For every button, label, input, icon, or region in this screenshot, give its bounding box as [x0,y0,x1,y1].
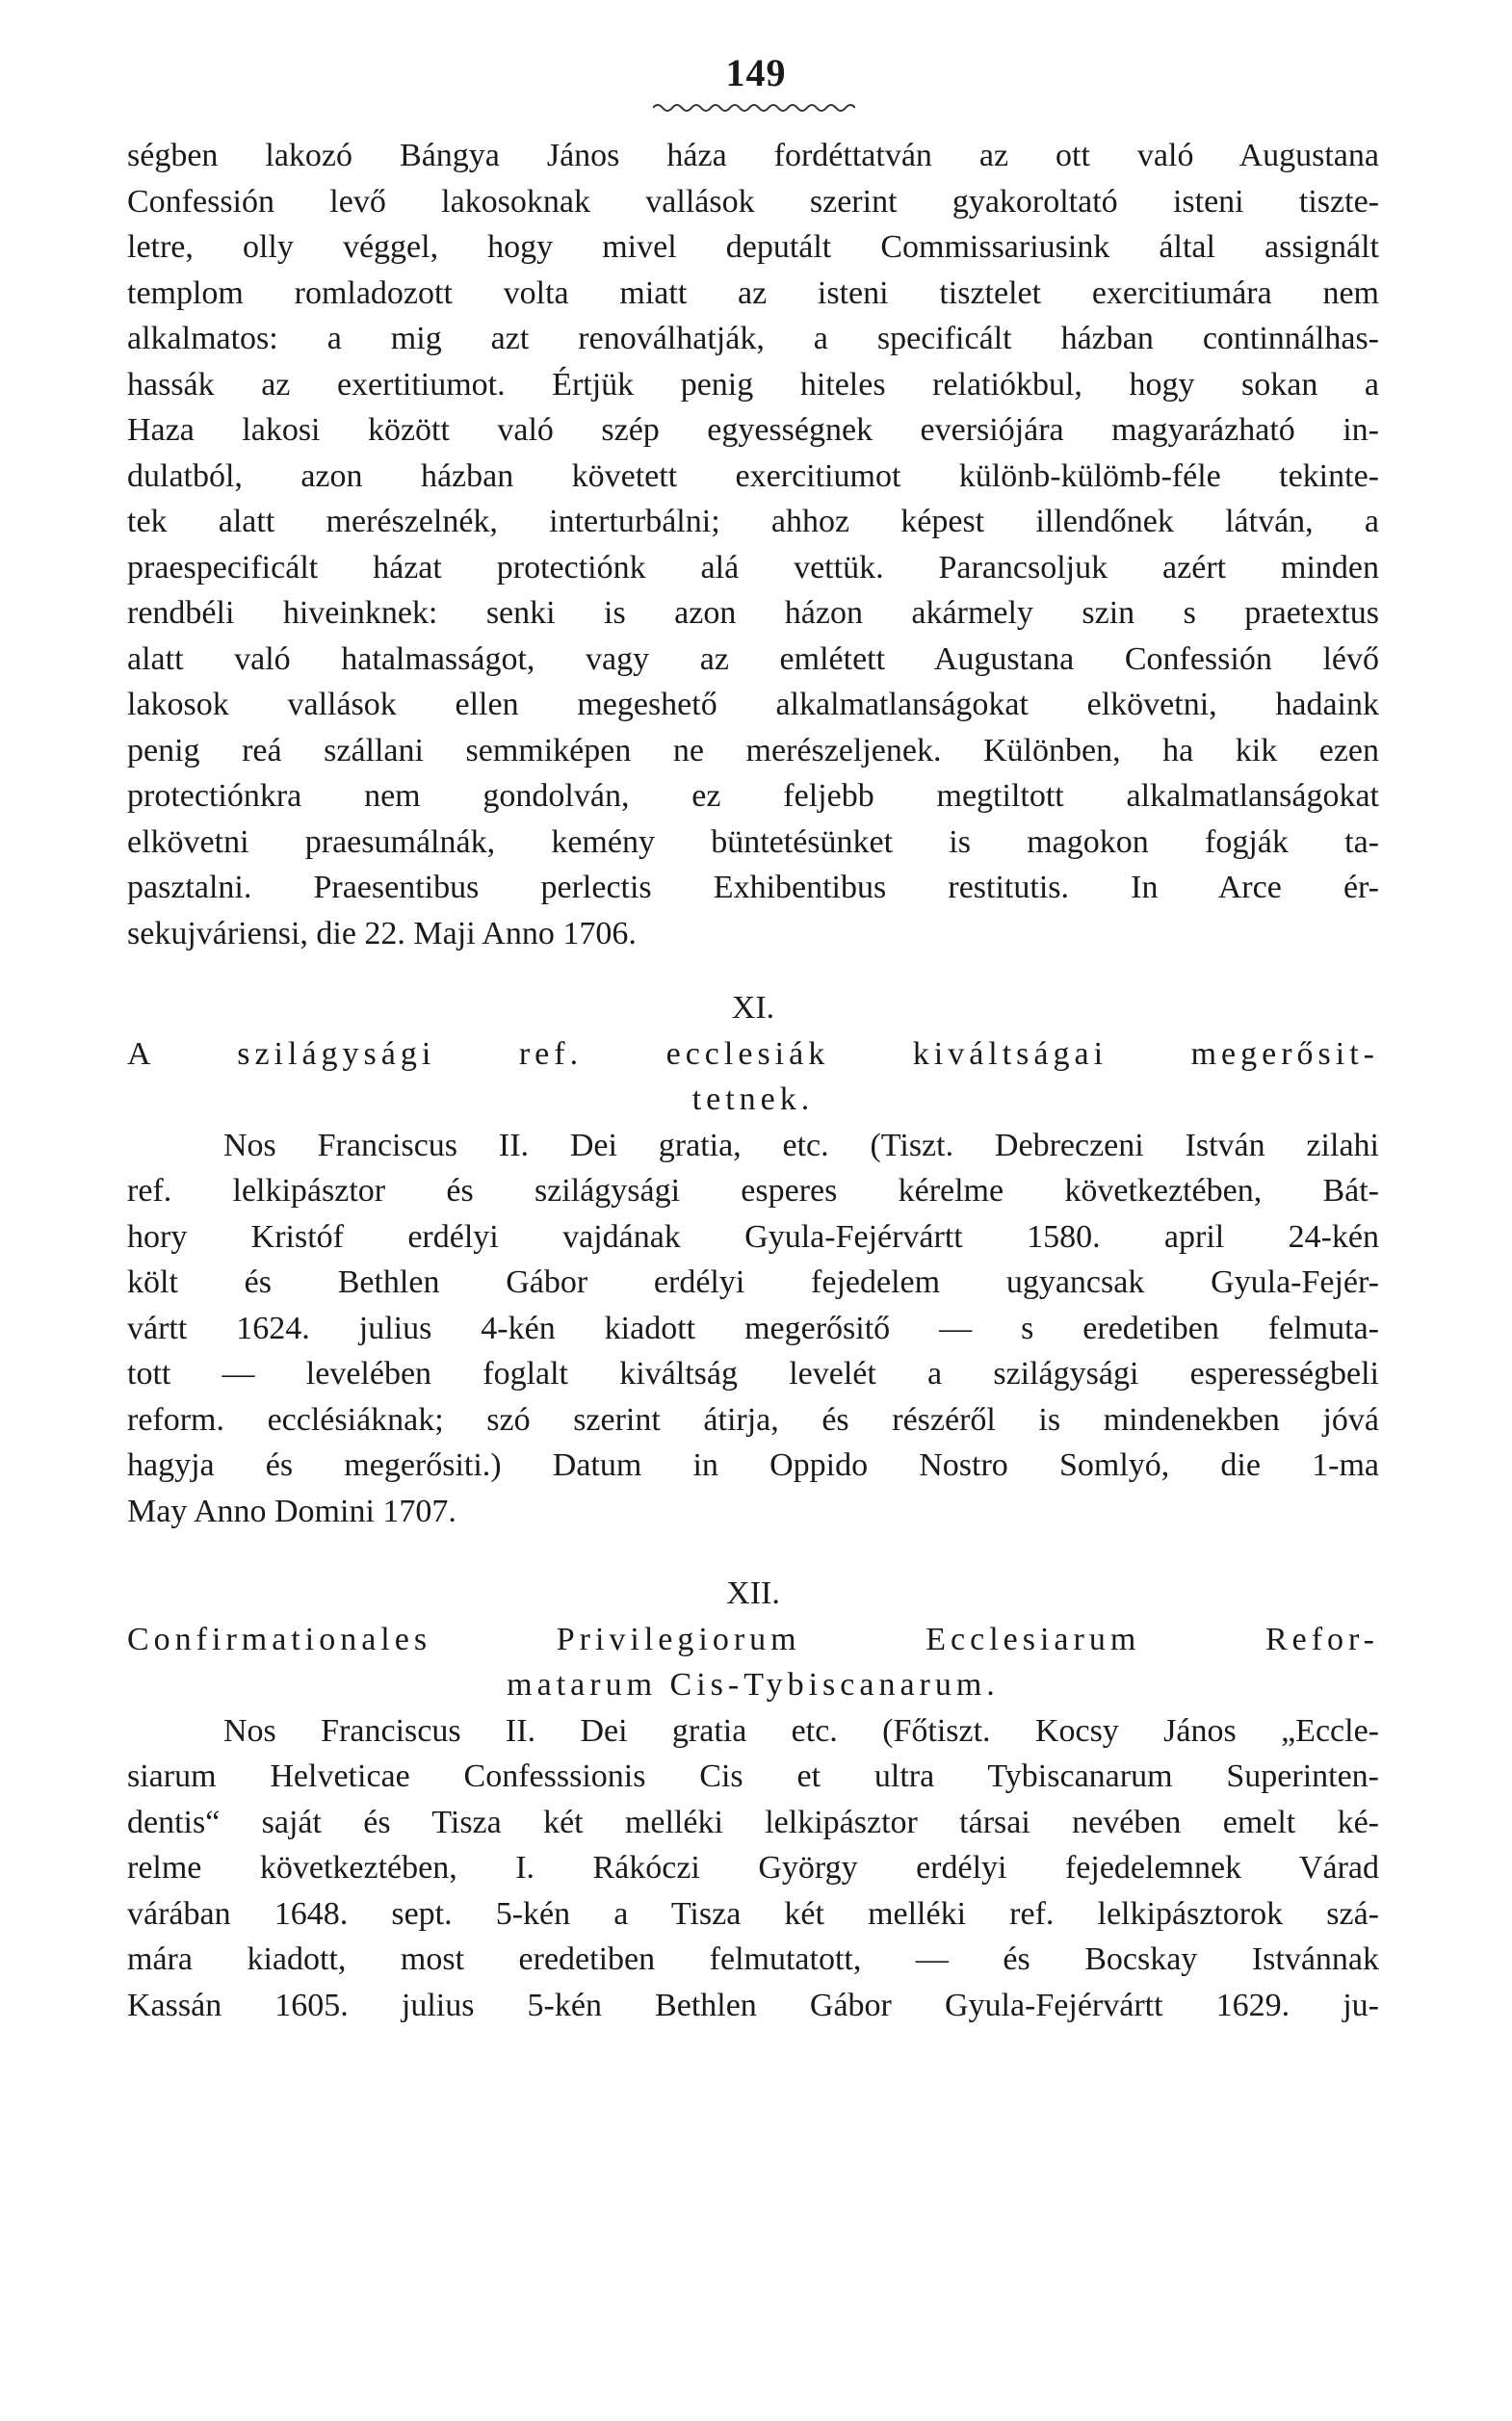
text-line: várában 1648. sept. 5-kén a Tisza két melléki ref. lelkipásztorok szá- [127,1895,1379,1932]
text-line: relme következtében, I. Rákóczi György erdélyi fejedelemnek Várad [127,1850,1379,1886]
section-title: A szilágysági ref. ecclesiák kiváltságai megerősit- [127,1035,1379,1072]
text-line: lakosok vallások ellen megeshető alkalmatlanságokat elkövetni, hadaink [127,687,1379,722]
text-line: alkalmatos: a mig azt renoválhatják, a specificált házban continnálhas- [127,321,1379,356]
text-line: Kassán 1605. julius 5-kén Bethlen Gábor Gyula-Fejérvártt 1629. ju- [127,1987,1379,2023]
section-number: XII. [726,1575,780,1611]
text-line: rendbéli hiveinknek: senki is azon házon akármely szin s praetextus [127,595,1379,631]
section-xii [127,1571,1379,2028]
text-line: hory Kristóf erdélyi vajdának Gyula-Fejérvártt 1580. april 24-kén [127,1218,1379,1255]
text-line: protectiónkra nem gondolván, ez feljebb megtiltott alkalmatlanságokat [127,778,1379,814]
section-title: Confirmationales Privilegiorum Ecclesiarum Refor- [127,1621,1379,1657]
section-number: XI. [731,990,775,1026]
text-line: vártt 1624. julius 4-kén kiadott megerősitő — s eredetiben felmuta- [127,1310,1379,1346]
text-line: reform. ecclésiáknak; szó szerint átirja, és részéről is mindenekben jóvá [127,1401,1379,1438]
text-line: Nos Franciscus II. Dei gratia etc. (Főtiszt. Kocsy János „Eccle- [223,1712,1379,1749]
section-title: tetnek. [691,1081,815,1117]
text-line: tott — levelében foglalt kiváltság levelét a szilágysági esperességbeli [127,1356,1379,1392]
text-line: ref. lelkipásztor és szilágysági esperes kérelme következtében, Bát- [127,1173,1379,1209]
text-line: dentis“ saját és Tisza két melléki lelkipásztor társai nevében emelt ké- [127,1804,1379,1840]
text-line: alatt való hatalmasságot, vagy az emlétett Augustana Confessión lévő [127,640,1379,677]
text-line: Haza lakosi között való szép egyességnek eversiójára magyarázható in- [127,412,1379,448]
text-line: siarum Helveticae Confesssionis Cis et ultra Tybiscanarum Superinten- [127,1758,1379,1794]
text-line: hagyja és megerősiti.) Datum in Oppido Nostro Somlyó, die 1-ma [127,1447,1379,1483]
text-line: mára kiadott, most eredetiben felmutatott, — és Bocskay Istvánnak [127,1941,1379,1977]
page-number: 149 [725,51,787,94]
text-line: May Anno Domini 1707. [127,1493,456,1529]
text-line: költ és Bethlen Gábor erdélyi fejedelem ugyancsak Gyula-Fejér- [127,1264,1379,1300]
text-line: pasztalni. Praesentibus perlectis Exhibentibus restitutis. In Arce ér- [127,870,1379,905]
text-line: penig reá szállani semmiképen ne merészeljenek. Különben, ha kik ezen [127,732,1379,768]
section-xi [127,985,1379,1534]
paragraph-continued [127,133,1379,956]
text-line: elkövetni praesumálnák, kemény büntetésünket is magokon fogják ta- [127,823,1379,860]
text-line: Confessión levő lakosoknak vallások szerint gyakoroltató isteni tiszte- [127,183,1379,220]
text-line: templom romladozott volta miatt az isteni tisztelet exercitiumára nem [127,274,1379,311]
section-title: matarum Cis-Tybiscanarum. [507,1667,1000,1703]
text-line: praespecificált házat protectiónk alá vettük. Parancsoljuk azért minden [127,549,1379,586]
body-text [127,133,1379,2028]
text-line: ségben lakozó Bángya János háza fordéttatván az ott való Augustana [127,138,1379,173]
text-line: sekujváriensi, die 22. Maji Anno 1706. [127,915,637,951]
text-line: hassák az exertitiumot. Értjük penig hiteles relatiókbul, hogy sokan a [127,366,1379,403]
text-line: letre, olly véggel, hogy mivel deputált Commissariusink által assignált [127,229,1379,265]
text-line: dulatból, azon házban követett exercitiumot különb-külömb-féle tekinte- [127,457,1379,494]
text-line: tek alatt merészelnék, interturbálni; ahhoz képest illendőnek látván, a [127,504,1379,539]
wavy-ornament [653,100,855,116]
text-line: Nos Franciscus II. Dei gratia, etc. (Tiszt. Debreczeni István zilahi [223,1127,1379,1163]
